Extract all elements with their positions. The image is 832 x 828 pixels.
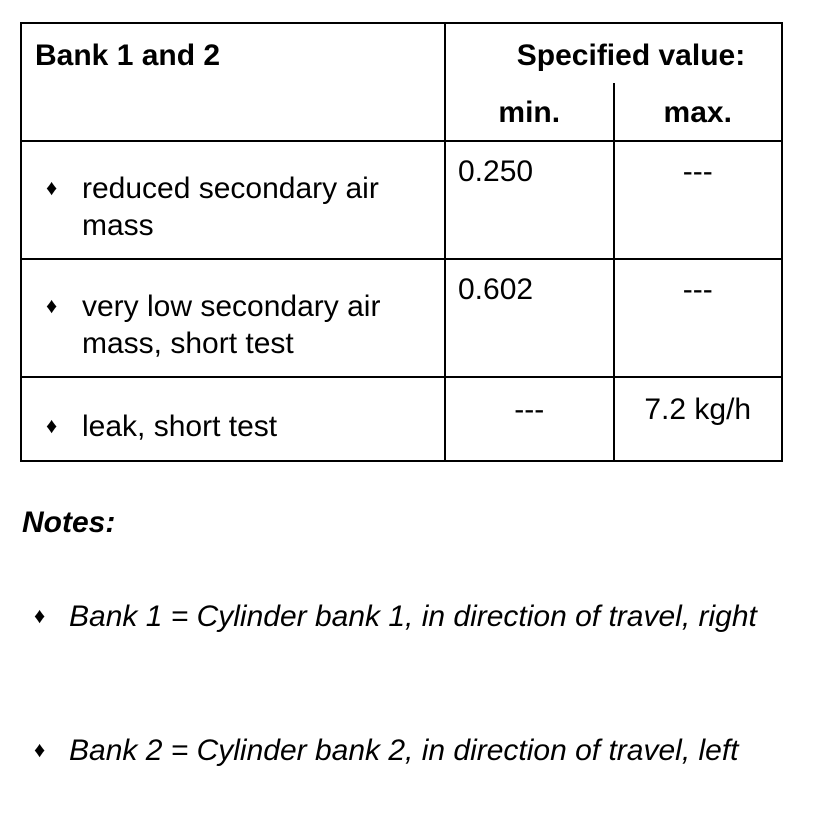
max-value: --- [682, 155, 713, 188]
specified-value-header-cell [445, 23, 782, 83]
max-value: --- [682, 273, 713, 306]
table-row [21, 259, 782, 377]
max-header-label: max. [663, 96, 732, 130]
min-header-label: min. [498, 96, 561, 130]
min-value-cell [445, 141, 614, 259]
condition-cell [21, 377, 445, 461]
min-header-cell [445, 83, 614, 141]
diamond-bullet-icon: ♦ [46, 293, 58, 318]
bank-header-cell [21, 23, 445, 141]
min-value-cell [445, 377, 614, 461]
bank-header-label: Bank 1 and 2 [35, 39, 221, 72]
specified-values-table [20, 22, 783, 462]
min-value: 0.602 [458, 273, 534, 306]
note-text: Bank 1 = Cylinder bank 1, in direction of travel, right [69, 600, 757, 633]
note-text: Bank 2 = Cylinder bank 2, in direction of travel, left [69, 734, 739, 767]
min-value-cell [445, 259, 614, 377]
diamond-bullet-icon: ♦ [34, 603, 46, 628]
diamond-bullet-icon: ♦ [46, 175, 58, 200]
max-value-cell [614, 377, 783, 461]
max-value-cell [614, 259, 783, 377]
condition-text: reduced secondary air mass [82, 172, 379, 242]
max-value-cell [614, 141, 783, 259]
diamond-bullet-icon: ♦ [46, 413, 58, 438]
condition-cell [21, 259, 445, 377]
table-row [21, 377, 782, 461]
condition-cell [21, 141, 445, 259]
min-value: --- [514, 393, 545, 426]
condition-text: very low secondary air mass, short test [82, 290, 381, 360]
note-item [34, 598, 794, 635]
note-item [34, 732, 794, 769]
max-value: 7.2 kg/h [644, 393, 752, 426]
specified-value-header-label: Specified value: [516, 39, 746, 72]
table-row [21, 141, 782, 259]
max-header-cell [614, 83, 783, 141]
diamond-bullet-icon: ♦ [34, 737, 46, 762]
condition-text: leak, short test [82, 410, 278, 443]
min-value: 0.250 [458, 155, 534, 188]
notes-title: Notes: [22, 506, 116, 539]
